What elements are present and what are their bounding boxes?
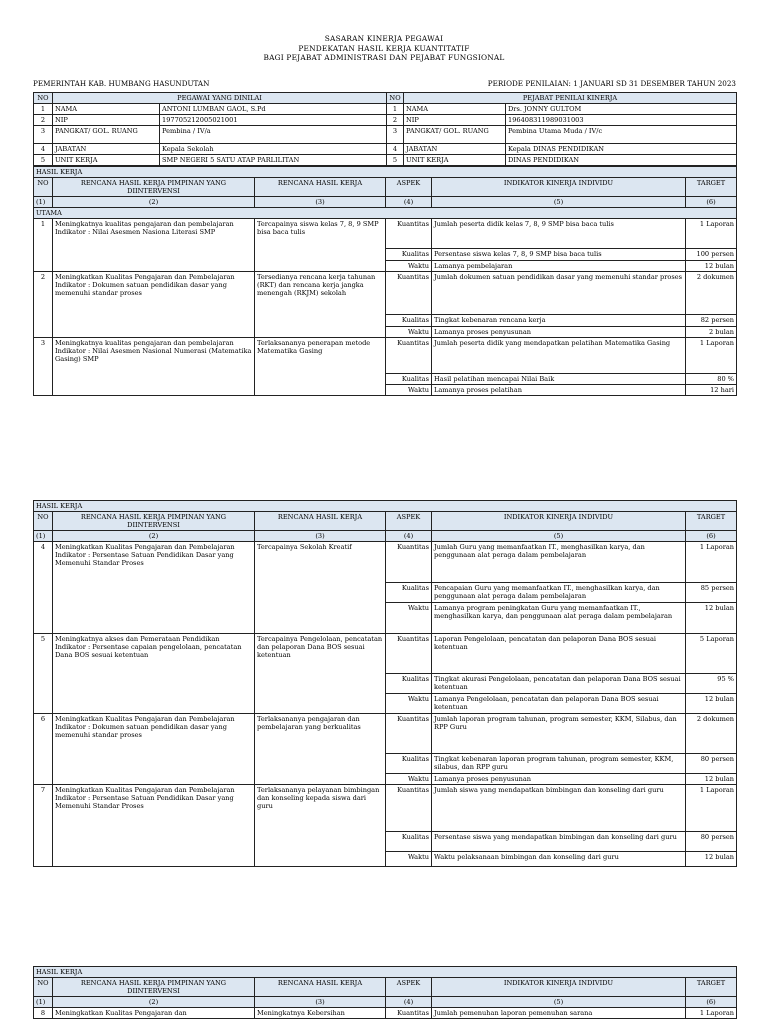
id-field-right: PANGKAT/ GOL. RUANG xyxy=(404,126,506,144)
target-value: 1 Laporan xyxy=(686,219,737,249)
col-leader-plan-header: RENCANA HASIL KERJA PIMPINAN YANG DIINTERVENSI xyxy=(53,512,255,531)
section-1 xyxy=(33,92,736,396)
column-number: (2) xyxy=(53,997,255,1008)
indicator-text: Lamanya proses penyusunan xyxy=(432,774,686,785)
indicator-text: Tingkat kebenaran laporan program tahunan, program semester, KKM, silabus, dan RPP guru xyxy=(432,754,686,774)
column-number: (4) xyxy=(386,997,432,1008)
aspect-label: Kualitas xyxy=(386,832,432,852)
leader-plan-text: Meningkatnya akses dan Pemerataan Pendidikan Indikator : Persentase capaian pengelolaan, pencatatan Dana BOS sesuai ketentuan xyxy=(53,634,255,714)
col-no-header: NO xyxy=(34,512,53,531)
column-number-row xyxy=(34,531,737,542)
aspect-label: Kuantitas xyxy=(386,542,432,583)
identity-table xyxy=(33,92,737,166)
section-title: HASIL KERJA xyxy=(34,967,737,978)
column-number: (6) xyxy=(686,531,737,542)
column-number: (1) xyxy=(34,531,53,542)
indicator-text: Lamanya proses pelatihan xyxy=(432,385,686,396)
section-3 xyxy=(33,966,736,1019)
aspect-label: Waktu xyxy=(386,774,432,785)
item-number: 7 xyxy=(34,785,53,867)
col-no-header: NO xyxy=(34,178,53,197)
id-no: 2 xyxy=(34,115,53,126)
col-target-header: TARGET xyxy=(686,978,737,997)
col-aspect-header: ASPEK xyxy=(386,978,432,997)
col-plan-header: RENCANA HASIL KERJA xyxy=(255,178,386,197)
id-value-left: SMP NEGERI 5 SATU ATAP PARLILITAN xyxy=(160,155,387,166)
kpi-row xyxy=(34,219,737,249)
utama-label: UTAMA xyxy=(34,208,737,219)
id-field-right: NIP xyxy=(404,115,506,126)
aspect-label: Waktu xyxy=(386,327,432,338)
id-no: 3 xyxy=(34,126,53,144)
item-number: 5 xyxy=(34,634,53,714)
column-number: (5) xyxy=(432,997,686,1008)
aspect-label: Waktu xyxy=(386,852,432,867)
kpi-row xyxy=(34,542,737,583)
col-no-header: NO xyxy=(34,978,53,997)
column-number: (3) xyxy=(255,997,386,1008)
item-number: 6 xyxy=(34,714,53,785)
column-number: (4) xyxy=(386,197,432,208)
kpi-row xyxy=(34,714,737,754)
id-field-left: JABATAN xyxy=(53,144,160,155)
aspect-label: Kualitas xyxy=(386,583,432,603)
indicator-text: Pencapaian Guru yang memanfaatkan IT., menghasilkan karya, dan penggunaan alat peraga dalam pembelajaran xyxy=(432,583,686,603)
item-number: 1 xyxy=(34,219,53,272)
leader-plan-text: Meningkatnya kualitas pengajaran dan pembelajaran Indikator : Nilai Asesmen Nasional Numerasi (Matematika Gasing) SMP xyxy=(53,338,255,396)
aspect-label: Kuantitas xyxy=(386,785,432,832)
col-leader-plan-header: RENCANA HASIL KERJA PIMPINAN YANG DIINTERVENSI xyxy=(53,978,255,997)
target-value: 2 dokumen xyxy=(686,272,737,315)
aspect-label: Kuantitas xyxy=(386,1008,432,1019)
indicator-text: Jumlah Guru yang memanfaatkan IT., menghasilkan karya, dan penggunaan alat peraga dalam pembelajaran xyxy=(432,542,686,583)
leader-plan-text: Meningkatkan Kualitas Pengajaran dan xyxy=(53,1008,255,1019)
institution-label: PEMERINTAH KAB. HUMBANG HASUNDUTAN xyxy=(33,79,210,88)
column-number: (4) xyxy=(386,531,432,542)
identity-row xyxy=(34,115,737,126)
aspect-label: Waktu xyxy=(386,694,432,714)
aspect-label: Kuantitas xyxy=(386,714,432,754)
id-no: 5 xyxy=(34,155,53,166)
indicator-text: Jumlah laporan program tahunan, program semester, KKM, Silabus, dan RPP Guru xyxy=(432,714,686,754)
target-value: 1 Laporan xyxy=(686,338,737,374)
item-number: 3 xyxy=(34,338,53,396)
target-value: 1 Laporan xyxy=(686,542,737,583)
indicator-text: Jumlah peserta didik kelas 7, 8, 9 SMP bisa baca tulis xyxy=(432,219,686,249)
id-no-right: 1 xyxy=(387,104,404,115)
id-no-right: 4 xyxy=(387,144,404,155)
indicator-text: Lamanya pembelajaran xyxy=(432,261,686,272)
col-aspect-header: ASPEK xyxy=(386,512,432,531)
indicator-text: Hasil pelatihan mencapai Nilai Baik xyxy=(432,374,686,385)
plan-text: Tercapainya Pengelolaan, pencatatan dan pelaporan Dana BOS sesuai ketentuan xyxy=(255,634,386,714)
target-value: 12 hari xyxy=(686,385,737,396)
doc-title-1: SASARAN KINERJA PEGAWAI xyxy=(324,34,444,43)
column-number: (6) xyxy=(686,197,737,208)
column-number: (1) xyxy=(34,997,53,1008)
document-header xyxy=(0,34,768,63)
column-number: (5) xyxy=(432,531,686,542)
kpi-row xyxy=(34,338,737,374)
id-value-right: Pembina Utama Muda / IV/c xyxy=(506,126,737,144)
target-value: 12 bulan xyxy=(686,603,737,634)
id-value-left: Kepala Sekolah xyxy=(160,144,387,155)
section-2 xyxy=(33,500,736,867)
id-no-header: NO xyxy=(34,93,53,104)
indicator-text: Lamanya Pengelolaan, pencatatan dan pelaporan Dana BOS sesuai ketentuan xyxy=(432,694,686,714)
plan-text: Terlaksananya penerapan metode Matematika Gasing xyxy=(255,338,386,396)
id-value-right: Drs. JONNY GULTOM xyxy=(506,104,737,115)
aspect-label: Kuantitas xyxy=(386,272,432,315)
kpi-row xyxy=(34,785,737,832)
indicator-text: Laporan Pengelolaan, pencatatan dan pelaporan Dana BOS sesuai ketentuan xyxy=(432,634,686,674)
indicator-text: Jumlah dokumen satuan pendidikan dasar yang memenuhi standar proses xyxy=(432,272,686,315)
leader-plan-text: Meningkatkan Kualitas Pengajaran dan Pembelajaran Indikator : Persentase Satuan Pendidikan Dasar yang Memenuhi Standar Proses xyxy=(53,785,255,867)
target-value: 5 Laporan xyxy=(686,634,737,674)
leader-plan-text: Meningkatkan Kualitas Pengajaran dan Pembelajaran Indikator : Persentase Satuan Pendidikan Dasar yang Memenuhi Standar Proses xyxy=(53,542,255,634)
col-target-header: TARGET xyxy=(686,178,737,197)
column-number-row xyxy=(34,197,737,208)
id-no-header-2: NO xyxy=(387,93,404,104)
target-value: 95 % xyxy=(686,674,737,694)
id-value-left: 197705212005021001 xyxy=(160,115,387,126)
column-header-row xyxy=(34,512,737,531)
work-results-table-2 xyxy=(33,500,737,867)
leader-plan-text: Meningkatkan Kualitas Pengajaran dan Pembelajaran Indikator : Dokumen satuan pendidikan dasar yang memenuhi standar proses xyxy=(53,272,255,338)
target-value: 12 bulan xyxy=(686,261,737,272)
id-field-left: NAMA xyxy=(53,104,160,115)
doc-title-2: PENDEKATAN HASIL KERJA KUANTITATIF xyxy=(298,43,470,53)
target-value: 12 bulan xyxy=(686,694,737,714)
column-number: (1) xyxy=(34,197,53,208)
identity-row xyxy=(34,155,737,166)
col-indicator-header: INDIKATOR KINERJA INDIVIDU xyxy=(432,178,686,197)
utama-row xyxy=(34,208,737,219)
section-row xyxy=(34,501,737,512)
column-header-row xyxy=(34,978,737,997)
aspect-label: Kualitas xyxy=(386,754,432,774)
column-number-row xyxy=(34,997,737,1008)
period-label: PERIODE PENILAIAN: 1 JANUARI SD 31 DESEMBER TAHUN 2023 xyxy=(487,79,736,88)
col-plan-header: RENCANA HASIL KERJA xyxy=(255,512,386,531)
id-no-right: 2 xyxy=(387,115,404,126)
target-value: 12 bulan xyxy=(686,774,737,785)
identity-row xyxy=(34,144,737,155)
id-value-right: 196408311989031003 xyxy=(506,115,737,126)
section-title: HASIL KERJA xyxy=(34,501,737,512)
identity-row xyxy=(34,126,737,144)
target-value: 80 persen xyxy=(686,832,737,852)
id-value-left: ANTONI LUMBAN GAOL, S.Pd xyxy=(160,104,387,115)
target-value: 2 bulan xyxy=(686,327,737,338)
aspect-label: Waktu xyxy=(386,385,432,396)
plan-text: Tercapainya siswa kelas 7, 8, 9 SMP bisa baca tulis xyxy=(255,219,386,272)
kpi-row xyxy=(34,1008,737,1019)
id-field-left: NIP xyxy=(53,115,160,126)
col-plan-header: RENCANA HASIL KERJA xyxy=(255,978,386,997)
aspect-label: Kualitas xyxy=(386,249,432,261)
doc-title-3: BAGI PEJABAT ADMINISTRASI DAN PEJABAT FUNGSIONAL xyxy=(263,53,505,63)
aspect-label: Waktu xyxy=(386,603,432,634)
plan-text: Tersedianya rencana kerja tahunan (RKT) dan rencana kerja jangka menengah (RKJM) sekolah xyxy=(255,272,386,338)
item-number: 2 xyxy=(34,272,53,338)
column-number: (3) xyxy=(255,197,386,208)
column-number: (6) xyxy=(686,997,737,1008)
aspect-label: Kualitas xyxy=(386,674,432,694)
indicator-text: Jumlah pemenuhan laporan pemenuhan sarana xyxy=(432,1008,686,1019)
aspect-label: Kuantitas xyxy=(386,338,432,374)
kpi-row xyxy=(34,272,737,315)
col-leader-plan-header: RENCANA HASIL KERJA PIMPINAN YANG DIINTERVENSI xyxy=(53,178,255,197)
col-indicator-header: INDIKATOR KINERJA INDIVIDU xyxy=(432,978,686,997)
target-value: 12 bulan xyxy=(686,852,737,867)
indicator-text: Persentase siswa kelas 7, 8, 9 SMP bisa baca tulis xyxy=(432,249,686,261)
leader-plan-text: Meningkatnya kualitas pengajaran dan pembelajaran Indikator : Nilai Asesmen Nasiona Literasi SMP xyxy=(53,219,255,272)
target-value: 1 Laporan xyxy=(686,785,737,832)
id-no: 4 xyxy=(34,144,53,155)
indicator-text: Jumlah peserta didik yang mendapatkan pelatihan Matematika Gasing xyxy=(432,338,686,374)
work-results-table-1 xyxy=(33,166,737,396)
column-number: (3) xyxy=(255,531,386,542)
plan-text: Tercapainya Sekolah Kreatif xyxy=(255,542,386,634)
target-value: 100 persen xyxy=(686,249,737,261)
section-row xyxy=(34,967,737,978)
aspect-label: Kuantitas xyxy=(386,634,432,674)
aspect-label: Waktu xyxy=(386,261,432,272)
indicator-text: Tingkat kebenaran rencana kerja xyxy=(432,315,686,327)
col-target-header: TARGET xyxy=(686,512,737,531)
section-title: HASIL KERJA xyxy=(34,167,737,178)
plan-text: Meningkatnya Kebersihan xyxy=(255,1008,386,1019)
aspect-label: Kualitas xyxy=(386,374,432,385)
evaluated-header: PEGAWAI YANG DINILAI xyxy=(53,93,387,104)
id-field-right: JABATAN xyxy=(404,144,506,155)
leader-plan-text: Meningkatkan Kualitas Pengajaran dan Pembelajaran Indikator : Dokumen satuan pendidikan dasar yang memenuhi standar proses xyxy=(53,714,255,785)
id-no-right: 3 xyxy=(387,126,404,144)
indicator-text: Waktu pelaksanaan bimbingan dan konseling dari guru xyxy=(432,852,686,867)
id-field-right: NAMA xyxy=(404,104,506,115)
column-header-row xyxy=(34,178,737,197)
column-number: (5) xyxy=(432,197,686,208)
col-aspect-header: ASPEK xyxy=(386,178,432,197)
target-value: 82 persen xyxy=(686,315,737,327)
meta-row xyxy=(33,79,736,89)
section-row xyxy=(34,167,737,178)
id-value-right: DINAS PENDIDIKAN xyxy=(506,155,737,166)
indicator-text: Lamanya proses penyusunan xyxy=(432,327,686,338)
indicator-text: Jumlah siswa yang mendapatkan bimbingan dan konseling dari guru xyxy=(432,785,686,832)
item-number: 4 xyxy=(34,542,53,634)
indicator-text: Persentase siswa yang mendapatkan bimbingan dan konseling dari guru xyxy=(432,832,686,852)
target-value: 80 persen xyxy=(686,754,737,774)
aspect-label: Kualitas xyxy=(386,315,432,327)
evaluator-header: PEJABAT PENILAI KINERJA xyxy=(404,93,737,104)
identity-row xyxy=(34,104,737,115)
id-field-right: UNIT KERJA xyxy=(404,155,506,166)
id-value-right: Kepala DINAS PENDIDIKAN xyxy=(506,144,737,155)
target-value: 1 Laporan xyxy=(686,1008,737,1019)
id-no: 1 xyxy=(34,104,53,115)
target-value: 80 % xyxy=(686,374,737,385)
col-indicator-header: INDIKATOR KINERJA INDIVIDU xyxy=(432,512,686,531)
aspect-label: Kuantitas xyxy=(386,219,432,249)
target-value: 2 dokumen xyxy=(686,714,737,754)
plan-text: Terlaksananya pengajaran dan pembelajaran yang berkualitas xyxy=(255,714,386,785)
work-results-table-3 xyxy=(33,966,737,1019)
id-field-left: UNIT KERJA xyxy=(53,155,160,166)
column-number: (2) xyxy=(53,531,255,542)
target-value: 85 persen xyxy=(686,583,737,603)
kpi-row xyxy=(34,634,737,674)
indicator-text: Tingkat akurasi Pengelolaan, pencatatan dan pelaporan Dana BOS sesuai ketentuan xyxy=(432,674,686,694)
item-number: 8 xyxy=(34,1008,53,1019)
indicator-text: Lamanya program peningkatan Guru yang memanfaatkan IT., menghasilkan karya, dan penggunaan alat peraga dalam pembelajaran xyxy=(432,603,686,634)
column-number: (2) xyxy=(53,197,255,208)
id-value-left: Pembina / IV/a xyxy=(160,126,387,144)
plan-text: Terlaksananya pelayanan bimbingan dan konseling kepada siswa dari guru xyxy=(255,785,386,867)
id-no-right: 5 xyxy=(387,155,404,166)
id-field-left: PANGKAT/ GOL. RUANG xyxy=(53,126,160,144)
